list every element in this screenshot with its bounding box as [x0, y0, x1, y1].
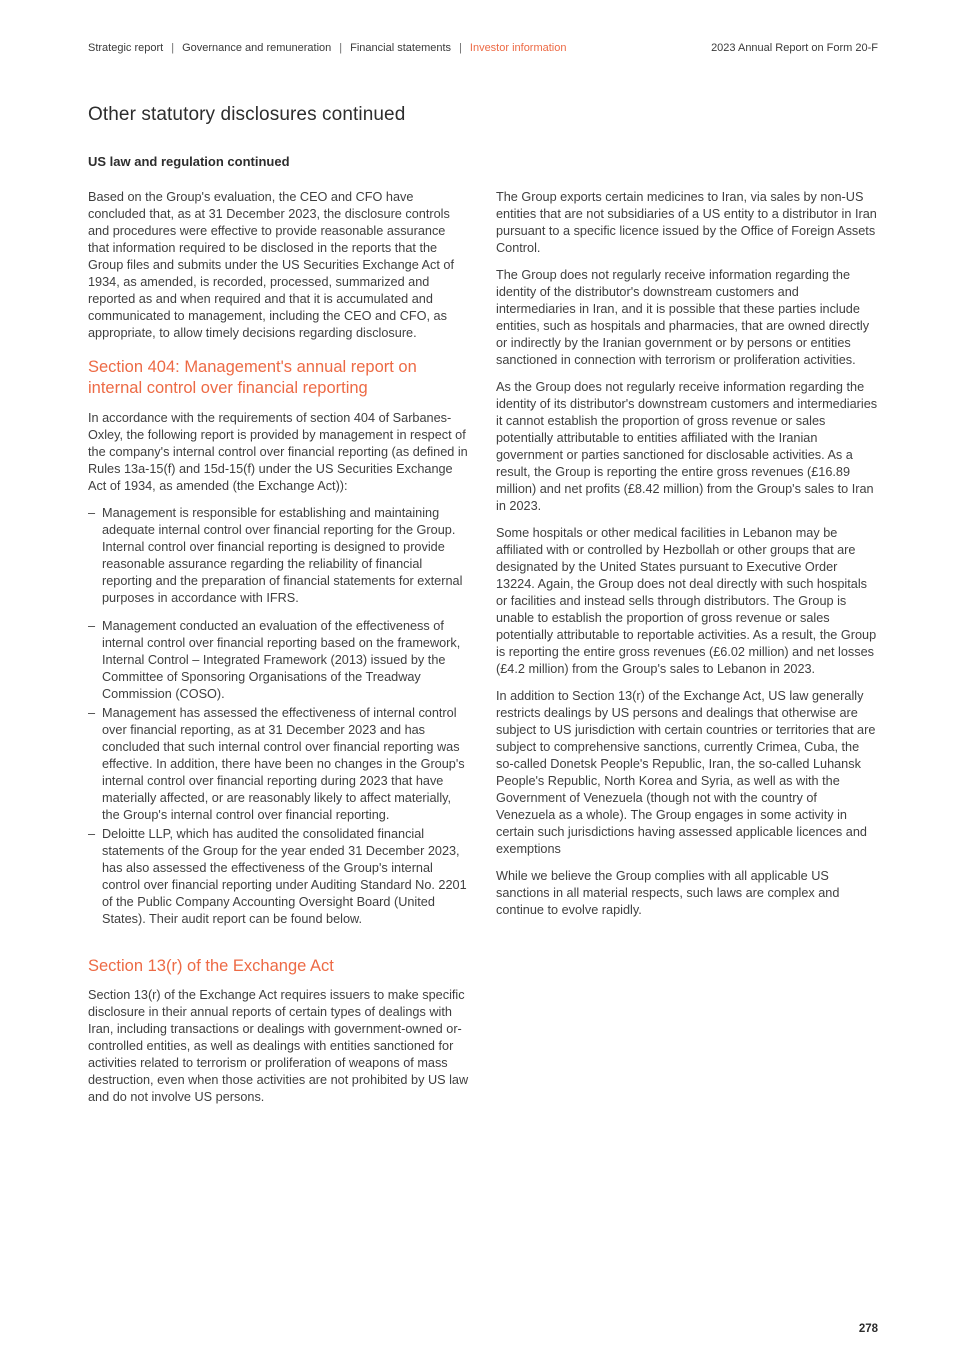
section-nav	[88, 42, 567, 54]
nav-item-investor-information[interactable]: Investor information	[469, 42, 567, 54]
bullet-item	[88, 826, 470, 928]
left-column	[88, 189, 470, 1116]
bullet-text: Management conducted an evaluation of the effectiveness of internal control over financial reporting based on the framework, Internal Control – Integrated Framework (2013) issued by the Committee of Sponsoring Organisations of the Treadway Commission (COSO).	[102, 619, 461, 701]
section-404-heading: Section 404: Management's annual report on internal control over financial reporting	[88, 358, 417, 397]
bullet-item	[88, 618, 470, 703]
section-404-bullet-list	[88, 505, 470, 928]
bullet-text: Management is responsible for establishing and maintaining adequate internal control over financial reporting for the Group. Internal control over financial reporting is designed to provide reasonable assurance regarding the reliability of financial reporting and the preparation of financial statements for external purposes in accordance with IFRS.	[102, 506, 463, 605]
section-13r-paragraph: Section 13(r) of the Exchange Act requires issuers to make specific disclosure in their annual reports of certain types of dealings with Iran, including transactions or dealings with government-owned or-controlled entities, as well as dealings with entities sanctioned for activities related to terrorism or proliferation of weapons of mass destruction, even when those activities are not prohibited by US law and do not involve US persons.	[88, 988, 469, 1104]
bullet-dash-marker: –	[88, 506, 96, 520]
page-header	[88, 42, 878, 54]
bullet-item	[88, 505, 470, 607]
bullet-text: Management has assessed the effectiveness of internal control over financial reporting, as at 31 December 2023 and has concluded that such internal control over financial reporting was effective. In addition, there have been no changes in the Group's internal control over financial reporting during 2023 that have materially affected, or are reasonably likely to affect materially, the Group's internal control over financial reporting.	[102, 706, 465, 822]
nav-item-financial-statements[interactable]: Financial statements	[350, 42, 452, 54]
paragraph: The Group does not regularly receive information regarding the identity of the distributor's downstream customers and intermediaries in Iran, and it is possible that these parties include entities, such as hospitals and pharmacies, that are owned directly or indirectly by the Iranian government or by persons or entities sanctioned in connection with terrorism or proliferation activities.	[496, 268, 870, 367]
paragraph: Some hospitals or other medical facilities in Lebanon may be affiliated with or controlled by Hezbollah or other groups that are designated by the United States pursuant to Executive Order 13224. Again, the Group does not deal directly with such hospitals or facilities and instead sells through distributors. The Group is unable to establish the proportion of gross revenue or sales potentially attributable to reportable activities. As a result, the Group is reporting the entire gross revenues (£6.02 million) and net losses (£4.2 million) from the Group's sales to Lebanon in 2023.	[496, 526, 877, 676]
bullet-dash-marker: –	[88, 619, 96, 633]
paragraph: In addition to Section 13(r) of the Exchange Act, US law generally restricts dealings by US persons and dealings that otherwise are subject to US jurisdiction with certain countries or territories that are subject to comprehensive sanctions, currently Crimea, Cuba, the so-called Donetsk People's Republic, Iran, the so-called Luhansk People's Republic, North Korea and Syria, as well as with the Government of Venezuela (though not with the country of Venezuela as a whole). The Group engages in some activity in certain such jurisdictions having assessed applicable licences and exemptions	[496, 689, 876, 856]
bullet-item	[88, 705, 470, 824]
right-column	[496, 189, 878, 1116]
paragraph: As the Group does not regularly receive information regarding the identity of its distributor's downstream customers and intermediaries it cannot establish the proportion of gross revenue or sales potentially attributable to entities affiliated with the Iranian government or parties sanctioned for disclosable activities. As a result, the Group is reporting the entire gross revenues (£16.89 million) and net profits (£8.42 million) from the Group's sales to Iran in 2023.	[496, 380, 878, 513]
report-title: 2023 Annual Report on Form 20-F	[711, 42, 878, 54]
page-subtitle: US law and regulation continued	[88, 154, 290, 169]
bullet-text: Deloitte LLP, which has audited the consolidated financial statements of the Group for the year ended 31 December 2023, has also assessed the effectiveness of the Group's internal control over financial reporting under Auditing Standard No. 2201 of the Public Company Accounting Oversight Board (United States). Their audit report can be found below.	[102, 827, 467, 926]
bullet-dash-marker: –	[88, 706, 96, 720]
nav-separator: |	[339, 42, 343, 54]
intro-paragraph: Based on the Group's evaluation, the CEO and CFO have concluded that, as at 31 December 2023, the disclosure controls and procedures were effective to provide reasonable assurance that information required to be disclosed in the reports that the Group files and submits under the US Securities Exchange Act of 1934, as amended, is recorded, processed, summarized and reported as and when required and that it is accumulated and communicated to management, including the CEO and CFO, as appropriate, to allow timely decisions regarding disclosure.	[88, 190, 455, 340]
nav-item-governance-and-remuneration[interactable]: Governance and remuneration	[182, 42, 332, 54]
page-footer	[859, 1323, 878, 1335]
page-title: Other statutory disclosures continued	[88, 104, 406, 125]
bullet-dash-marker: –	[88, 827, 96, 841]
page-number: 278	[858, 1323, 878, 1335]
nav-separator: |	[171, 42, 175, 54]
nav-separator: |	[459, 42, 462, 54]
paragraph: While we believe the Group complies with all applicable US sanctions in all material respects, such laws are complex and continue to evolve rapidly.	[496, 869, 840, 917]
section-404-intro: In accordance with the requirements of section 404 of Sarbanes-Oxley, the following report is provided by management in respect of the company's internal control over financial reporting (as defined in Rules 13a-15(f) and 15d-15(f) under the US Securities Exchange Act of 1934, as amended (the Exchange Act)):	[88, 411, 468, 493]
paragraph: The Group exports certain medicines to Iran, via sales by non-US entities that are not subsidiaries of a US entity to a distributor in Iran pursuant to a specific licence issued by the Office of Foreign Assets Control.	[496, 190, 877, 255]
content-columns	[88, 189, 878, 1116]
section-13r-heading: Section 13(r) of the Exchange Act	[88, 957, 334, 975]
nav-item-strategic-report[interactable]: Strategic report	[88, 42, 164, 54]
